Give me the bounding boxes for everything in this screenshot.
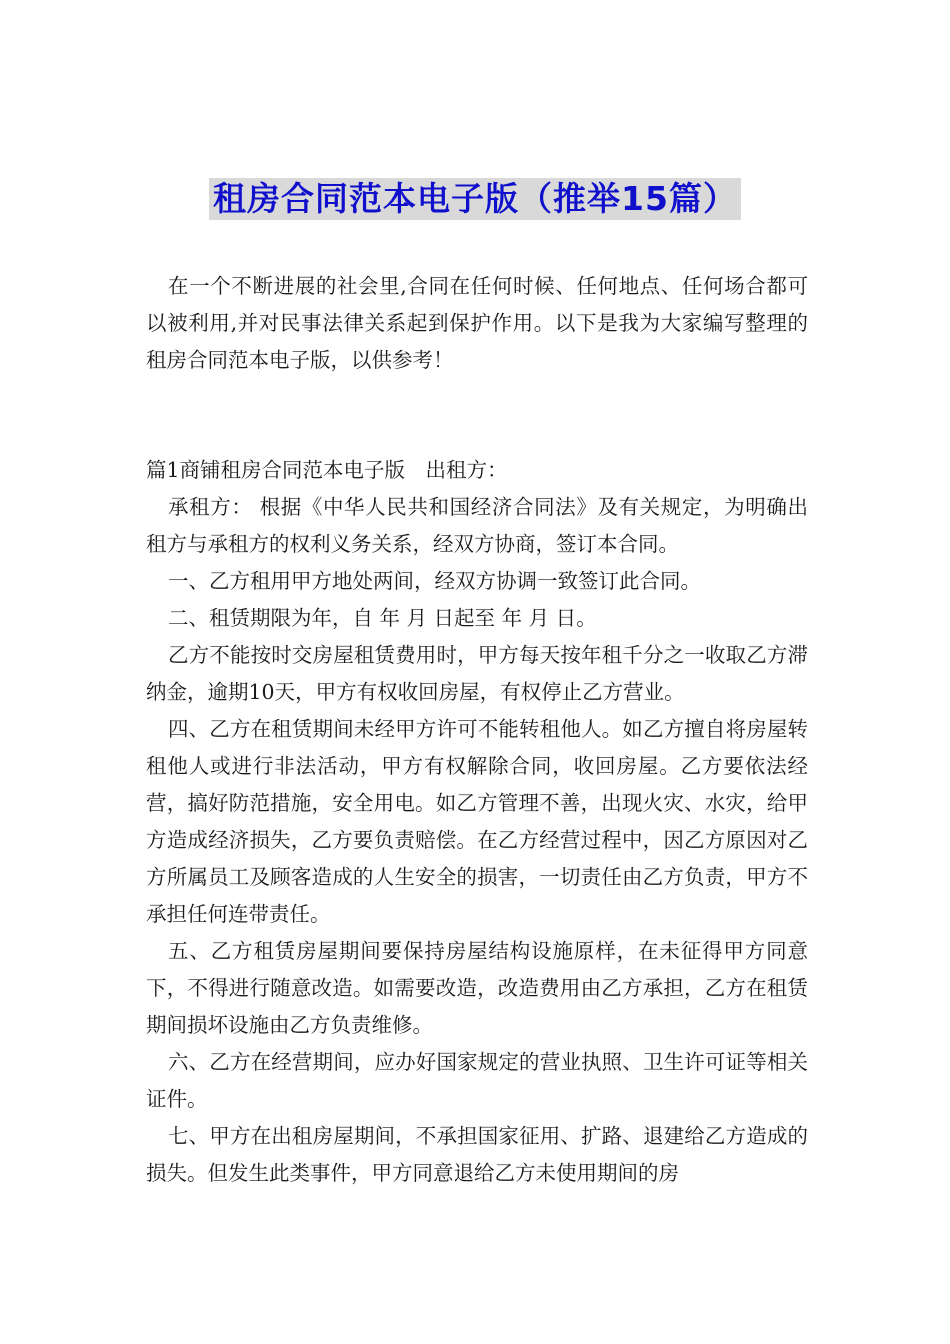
contract-paragraph: 七、甲方在出租房屋期间，不承担国家征用、扩路、退建给乙方造成的损失。但发生此类事件，甲方同意退给乙方未使用期间的房 [146, 1124, 808, 1185]
contract-paragraph: 四、乙方在租赁期间未经甲方许可不能转租他人。如乙方擅自将房屋转租他人或进行非法活动，甲方有权解除合同，收回房屋。乙方要依法经营，搞好防范措施，安全用电。如乙方管理不善，出现火灾、水灾，给甲方造成经济损失，乙方要负责赔偿。在乙方经营过程中，因乙方原因对乙方所属员工及顾客造成的人生安全的损害，一切责任由乙方负责，甲方不承担任何连带责任。 [146, 717, 808, 926]
contract-paragraph: 乙方不能按时交房屋租赁费用时，甲方每天按年租千分之一收取乙方滞纳金，逾期10天，甲方有权收回房屋，有权停止乙方营业。 [146, 643, 808, 704]
document-title: 租房合同范本电子版（推举15篇） [209, 178, 741, 220]
intro-paragraph: 在一个不断进展的社会里,合同在任何时候、任何地点、任何场合都可以被利用,并对民事法律关系起到保护作用。以下是我为大家编写整理的租房合同范本电子版，以供参考！ [146, 274, 808, 372]
contract-paragraph: 六、乙方在经营期间，应办好国家规定的营业执照、卫生许可证等相关证件。 [146, 1050, 808, 1111]
contract-paragraph: 承租方： 根据《中华人民共和国经济合同法》及有关规定，为明确出租方与承租方的权利义务关系，经双方协商，签订本合同。 [146, 495, 808, 556]
intro-section [146, 268, 808, 379]
contract-body [146, 452, 808, 1192]
contract-paragraph: 二、租赁期限为年，自 年 月 日起至 年 月 日。 [168, 606, 597, 630]
contract-paragraph: 五、乙方租赁房屋期间要保持房屋结构设施原样，在未征得甲方同意下，不得进行随意改造。如需要改造，改造费用由乙方承担，乙方在租赁期间损坏设施由乙方负责维修。 [146, 939, 808, 1037]
contract-paragraph: 篇1商铺租房合同范本电子版 出租方： [146, 458, 508, 482]
contract-paragraph: 一、乙方租用甲方地处两间，经双方协调一致签订此合同。 [168, 569, 701, 593]
title-wrap [0, 178, 950, 220]
